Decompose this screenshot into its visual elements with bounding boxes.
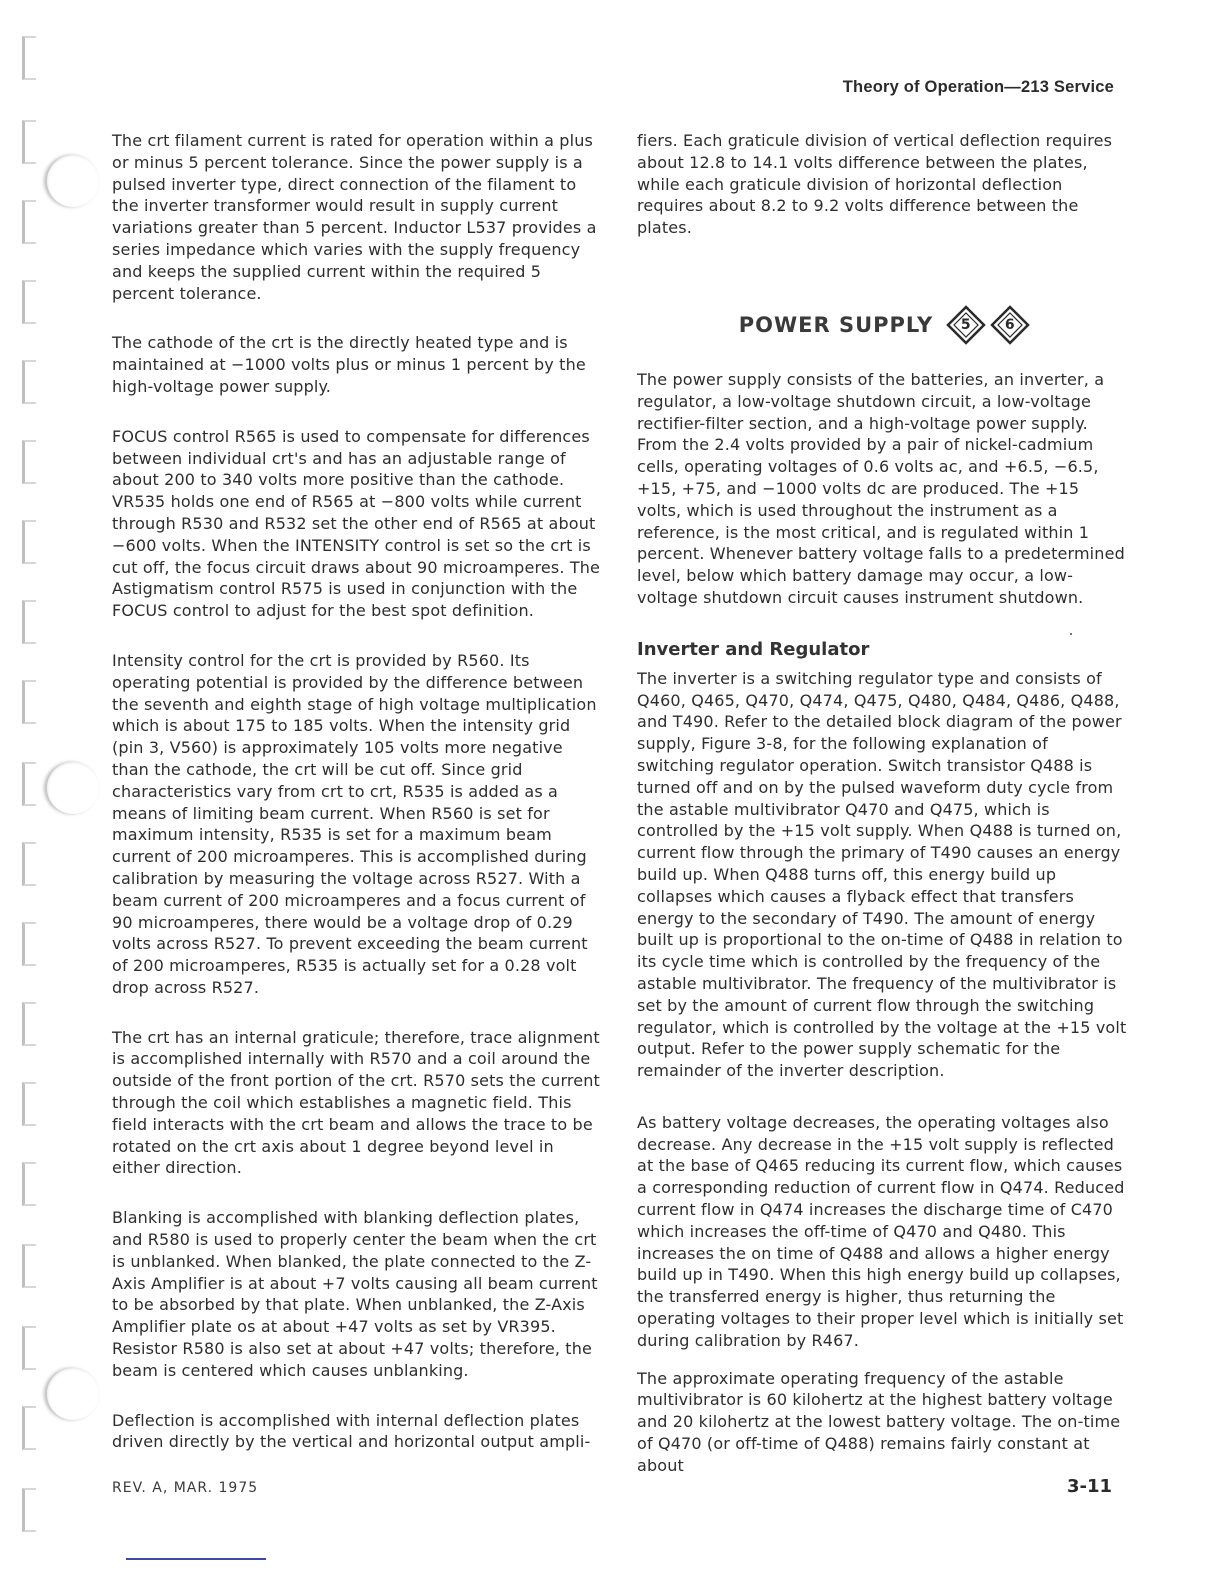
binder-edge-mark xyxy=(22,200,36,244)
subheading-inverter-regulator: Inverter and Regulator xyxy=(637,638,870,660)
section-heading-power-supply xyxy=(637,305,1127,345)
paragraph: The crt filament current is rated for operation within a plus or minus 5 percent tolerance. Since the power supply is a pulsed inverter type, direct connection of the filament to the inverter transformer would result in supply current variations greater than 5 percent. Inductor L537 provides a series impedance which varies with the supply frequency and keeps the supplied current within the required 5 percent tolerance. xyxy=(112,131,597,303)
schematic-badge-5 xyxy=(951,310,981,340)
paragraph: As battery voltage decreases, the operating voltages also decrease. Any decrease in the +15 volt supply is reflected at the base of Q465 reducing its current flow, which causes a corresponding reduction of current flow in Q474. Reduced current flow in Q474 increases the discharge time of C470 which increases the off-time of Q470 and Q480. This increases the on time of Q488 and allows a higher energy build up in T490. When this high energy build up collapses, the transferred energy is higher, thus returning the operating voltages to their proper level which is initially set during calibration by R467. xyxy=(637,1112,1125,1350)
binder-edge-mark xyxy=(22,600,36,644)
paragraph: The approximate operating frequency of the astable multivibrator is 60 kilohertz at the highest battery voltage and 20 kilohertz at the lowest battery voltage. The on-time of Q470 (or off-time of Q488) remains fairly constant at about xyxy=(637,1368,1121,1475)
binder-edge-mark xyxy=(22,1488,36,1532)
binder-edge-mark xyxy=(22,280,36,324)
paragraph: Intensity control for the crt is provided by R560. Its operating potential is provided by the difference between the seventh and eighth stage of high voltage multiplication which is about 175 to 185 volts. When the intensity grid (pin 3, V560) is approximately 105 volts more negative than the cathode, the crt will be cut off. Since grid characteristics vary from crt to crt, R535 is added as a means of limiting beam current. When R560 is set for maximum intensity, R535 is set for a maximum beam current of 200 microamperes. This is accomplished during calibration by measuring the voltage across R527. With a beam current of 200 microamperes and a focus current of 90 microamperes, there would be a voltage drop of 0.29 volts across R527. To prevent exceeding the beam current of 200 microamperes, R535 is actually set for a 0.28 volt drop across R527. xyxy=(112,650,597,997)
running-header: Theory of Operation—213 Service xyxy=(842,78,1114,96)
punch-hole xyxy=(46,1368,99,1420)
left-column xyxy=(112,130,602,1453)
punch-hole xyxy=(46,155,99,207)
paragraph: The power supply consists of the batteries, an inverter, a regulator, a low-voltage shutdown circuit, a low-voltage rectifier-filter section, and a high-voltage power supply. From the 2.4 volts provided by a pair of nickel-cadmium cells, operating voltages of 0.6 volts ac, and +6.5, −6.5, +15, +75, and −1000 volts dc are produced. The +15 volts, which is used throughout the instrument as a reference, is the most critical, and is regulated within 1 percent. Whenever battery voltage falls to a predetermined level, below which battery damage may occur, a low-voltage shutdown circuit causes instrument shutdown. xyxy=(637,369,1125,607)
binder-edge-mark xyxy=(22,922,36,966)
binder-edge-mark xyxy=(22,762,36,806)
binder-edge-mark xyxy=(22,36,36,80)
binder-edge-mark xyxy=(22,440,36,484)
paragraph-continuation: fiers. Each graticule division of vertical deflection requires about 12.8 to 14.1 volts difference between the plates, while each graticule division of horizontal deflection requires about 8.2 to 9.2 volts difference between the plates. xyxy=(637,131,1113,238)
paragraph: FOCUS control R565 is used to compensate for differences between individual crt's and has an adjustable range of about 200 to 340 volts more positive than the cathode. VR535 holds one end of R565 at −800 volts while current through R530 and R532 set the other end of R565 at about −600 volts. When the INTENSITY control is set so the crt is cut off, the focus circuit draws about 90 microamperes. The Astigmatism control R575 is used in conjunction with the FOCUS control to adjust for the best spot definition. xyxy=(112,426,601,621)
badge-number: 5 xyxy=(960,316,972,333)
badge-number: 6 xyxy=(1004,316,1016,333)
page-number: 3-11 xyxy=(1066,1476,1112,1497)
binder-edge-mark xyxy=(22,1002,36,1046)
binder-edge-mark xyxy=(22,1406,36,1450)
paragraph: The crt has an internal graticule; therefore, trace alignment is accomplished internally with R570 and a coil around the outside of the front portion of the crt. R570 sets the current through the coil which establishes a magnetic field. This field interacts with the crt beam and allows the trace to be rotated on the crt axis about 1 degree beyond level in either direction. xyxy=(112,1027,600,1178)
binder-edge-mark xyxy=(22,680,36,724)
paragraph: The cathode of the crt is the directly heated type and is maintained at −1000 volts plus or minus 1 percent by the high-voltage power supply. xyxy=(112,333,586,396)
binder-edge-mark xyxy=(22,520,36,564)
paragraph: Blanking is accomplished with blanking deflection plates, and R580 is used to properly center the beam when the crt is unblanked. When blanked, the plate connected to the Z-Axis Amplifier is at about +7 volts causing all beam current to be absorbed by that plate. When unblanked, the Z-Axis Amplifier plate os at about +47 volts as set by VR395. Resistor R580 is also set at about +47 volts; therefore, the beam is centered which causes unblanking. xyxy=(112,1208,598,1380)
paragraph: Deflection is accomplished with internal deflection plates driven directly by the vertical and horizontal output ampli- xyxy=(112,1410,591,1452)
binder-edge-mark xyxy=(22,360,36,404)
binder-edge-mark xyxy=(22,1162,36,1206)
paragraph: The inverter is a switching regulator type and consists of Q460, Q465, Q470, Q474, Q475, Q480, Q484, Q486, Q488, and T490. Refer to the detailed block diagram of the power supply, Figure 3-8, for the following explanation of switching regulator operation. Switch transistor Q488 is turned off and on by the pulsed waveform duty cycle from the astable multivibrator Q470 and Q475, which is controlled by the +15 volt supply. When Q488 is turned on, current flow through the primary of T490 causes an energy build up. When Q488 turns off, this energy build up collapses which causes a flyback effect that transfers energy to the secondary of T490. The amount of energy built up is proportional to the on-time of Q488 in relation to its cycle time which is controlled by the frequency of the astable multivibrator. The frequency of the multivibrator is set by the amount of current flow through the switching regulator, which is controlled by the voltage at the +15 volt output. Refer to the power supply schematic for the remainder of the inverter description. xyxy=(637,668,1127,1081)
punch-hole xyxy=(46,762,99,814)
binder-edge-mark xyxy=(22,120,36,164)
right-column xyxy=(637,130,1127,1477)
bottom-rule xyxy=(126,1558,266,1560)
revision-date: REV. A, MAR. 1975 xyxy=(112,1480,259,1496)
binder-edge-mark xyxy=(22,1244,36,1288)
schematic-badge-6 xyxy=(995,310,1025,340)
section-title: POWER SUPPLY xyxy=(738,312,934,337)
binder-edge-mark xyxy=(22,1326,36,1370)
scan-speck xyxy=(1070,633,1072,635)
binder-edge-mark xyxy=(22,842,36,886)
binder-edge-mark xyxy=(22,1082,36,1126)
